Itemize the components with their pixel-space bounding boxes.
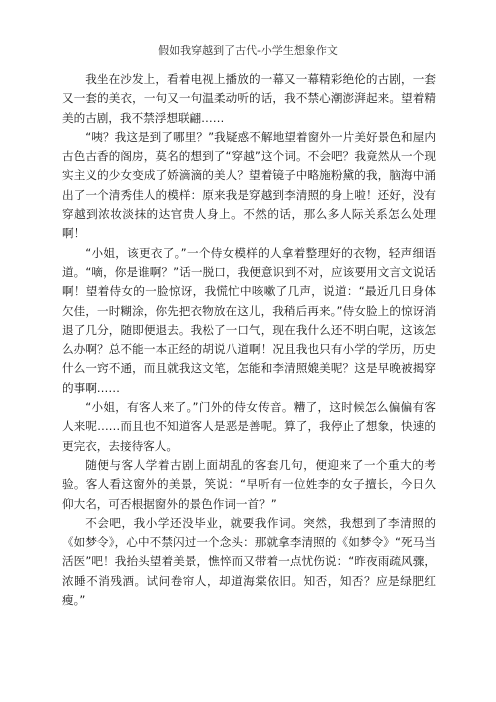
- paragraph-4: “小姐，有客人来了。”门外的侍女传音。糟了，这时候怎么偏偏有客人来呢……而且也不知道客人是恶是善呢。算了，我停止了想象，快速的更完衣，去接待客人。: [62, 400, 436, 453]
- paragraph-3: “小姐，该更衣了。”一个侍女模样的人拿着整理好的衣物，轻声细语道。“嘀，你是谁啊？”话一脱口，我便意识到不对，应该要用文言文说话啊！望着侍女的一脸惊讶，我慌忙中咳嗽了几声，说道：“最近几日身体欠佳，一时糊涂，你先把衣物放在这儿，我稍后再来。”侍女脸上的惊讶消退了几分，随即便退去。我松了一口气，现在我什么还不明白呢，这该怎么办啊？总不能一本正经的胡说八道啊！况且我也只有小学的学历，历史什么一窍不通，而且就我这文笔，怎能和李清照媲美呢？这是早晚被揭穿的事啊……: [62, 245, 436, 395]
- paragraph-5: 随便与客人学着古剧上面胡乱的客套几句，便迎来了一个重大的考验。客人看这窗外的美景，笑说：“早听有一位姓李的女子擅长，今日久仰大名，可否根据窗外的景色作词一首？”: [62, 457, 436, 511]
- paragraph-1: 我坐在沙发上，看着电视上播放的一幕又一幕精彩绝伦的古剧，一套又一套的美衣，一句又一句温柔动听的话，我不禁心潮澎湃起来。望着精美的古剧，我不禁浮想联翩……: [62, 72, 436, 125]
- paragraph-2: “咦？我这是到了哪里？”我疑惑不解地望着窗外一片美好景色和屋内古色古香的阁房，莫名的想到了“穿越”这个词。不会吧？我竟然从一个现实主义的少女变成了娇滴滴的美人？望着镜子中略施粉黛的我，脑海中涌出了一个清秀佳人的模样：原来我是穿越到李清照的身上啦！还好，没有穿越到浓妆淡抹的达官贵人身上。不然的话，那么多人际关系怎么处理啊！: [62, 129, 436, 241]
- document-title: 假如我穿越到了古代-小学生想象作文: [158, 44, 338, 57]
- document-body: [62, 70, 436, 610]
- paragraph-6: 不会吧，我小学还没毕业，就要我作词。突然，我想到了李清照的《如梦令》，心中不禁闪过一个念头：那就拿李清照的《如梦令》“死马当活医”吧！我抬头望着美景，憔悴而又带着一点忧伤说：“昨夜雨疏风骤，浓睡不消残酒。试问卷帘人，却道海棠依旧。知否，知否？应是绿肥红瘦。”: [62, 515, 436, 608]
